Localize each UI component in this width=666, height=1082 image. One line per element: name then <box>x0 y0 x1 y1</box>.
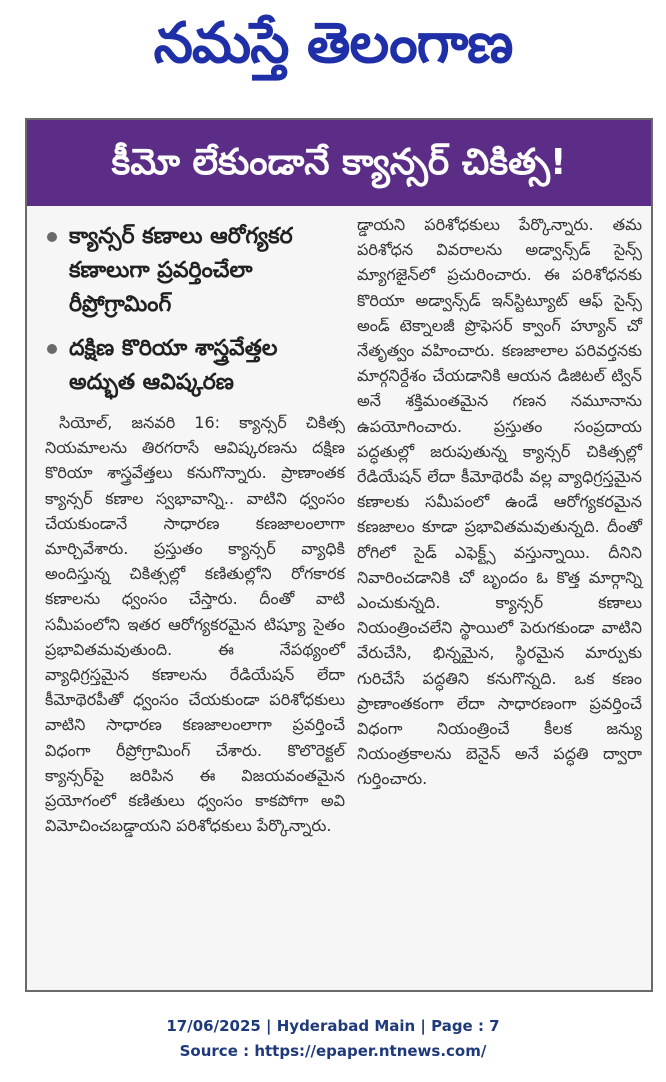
masthead-title: నమస్తే తెలంగాణ <box>153 11 513 76</box>
right-column <box>357 212 642 792</box>
article-body-left: సియోల్, జనవరి 16: క్యాన్సర్ చికిత్స నియమాలను తిరగరాసే ఆవిష్కరణను దక్షిణ కొరియా శాస్త్రవేత్తలు కనుగొన్నారు. ప్రాణాంతక క్యాన్సర్ కణాల స్వభావాన్ని.. వాటిని ధ్వంసం చేయకుండానే సాధారణ కణజాలంలాగా మార్చివేశారు. ప్రస్తుతం క్యాన్సర్ వ్యాధికి అందిస్తున్న చికిత్సల్లో కణితుల్లోని రోగకారక కణాలను ధ్వంసం చేస్తారు. దీంతో వాటి సమీపంలోని ఇతర ఆరోగ్యకరమైన టిష్యూ సైతం ప్రభావితమవుతుంది. ఈ నేపథ్యంలో వ్యాధిగ్రస్తమైన కణాలను రేడియేషన్ లేదా కీమోథెరపీతో ధ్వంసం చేయకుండా పరిశోధకులు వాటిని సాధారణ కణజాలంలాగా ప్రవర్తించే విధంగా రీప్రోగ్రామింగ్ చేశారు. కొలొరెక్టల్ క్యాన్సర్‌పై జరిపిన ఈ విజయవంతమైన ప్రయోగంలో కణితులు ధ్వంసం కాకపోగా అవి విమోచించబడ్డాయని పరిశోధకులు పేర్కొన్నారు. <box>45 413 345 836</box>
newspaper-clipping <box>25 118 653 992</box>
highlights-list <box>45 220 345 400</box>
article-body-right: డ్డాయని పరిశోధకులు పేర్కొన్నారు. తమ పరిశోధన వివరాలను అడ్వాన్స్‌డ్ సైన్స్ మ్యాగజైన్‌లో ప్రచురించారు. ఈ పరిశోధనకు కొరియా అడ్వాన్స్‌డ్ ఇన్‌స్టిట్యూట్ ఆఫ్ సైన్స్ అండ్ టెక్నాలజీ ప్రొఫెసర్ క్వాంగ్ హ్యూన్ చో నేతృత్వం వహించారు. కణజాలాల పరివర్తనకు మార్గనిర్దేశం చేయడానికి ఆయన డిజిటల్ ట్విన్ అనే శక్తిమంతమైన గణన నమూనాను ఉపయోగించారు. ప్రస్తుతం సంప్రదాయ పద్ధతుల్లో జరుపుతున్న క్యాన్సర్ చికిత్సల్లో రేడియేషన్ లేదా కీమోథెరపీ వల్ల వ్యాధిగ్రస్తమైన కణాలకు సమీపంలో ఉండే ఆరోగ్యకరమైన కణజాలం కూడా ప్రభావితమవుతున్నది. దీంతో రోగిలో సైడ్ ఎఫెక్ట్స్ వస్తున్నాయి. దీనిని నివారించడానికి చో బృందం ఓ కొత్త మార్గాన్ని ఎంచుకున్నది. క్యాన్సర్ కణాలు నియంత్రించలేని స్థాయిలో పెరుగకుండా వాటిని వేరుచేసి, భిన్నమైన, స్థిరమైన మార్పుకు గురిచేసే పద్ధతిని కనుగొన్నది. ఒక కణం ప్రాణాంతకంగా లేదా సాధారణంగా ప్రవర్తించే విధంగా నియంత్రించే కీలక జన్యు నియంత్రకాలను బెనైన్ అనే పద్ధతి ద్వారా గుర్తించారు. <box>357 215 642 789</box>
highlight-item <box>45 220 345 322</box>
highlight-text: క్యాన్సర్ కణాలు ఆరోగ్యకర కణాలుగా ప్రవర్తించేలా రీప్రోగ్రామింగ్ <box>69 224 293 317</box>
bullet-dot-icon <box>47 232 57 242</box>
highlight-text: దక్షిణ కొరియా శాస్త్రవేత్తల అద్భుత ఆవిష్కరణ <box>69 336 278 395</box>
edition-info: 17/06/2025 | Hyderabad Main | Page : 7 <box>166 1017 500 1035</box>
article-headline: కీమో లేకుండానే క్యాన్సర్ చికిత్స! <box>111 142 567 183</box>
source-link[interactable]: Source : https://epaper.ntnews.com/ <box>179 1042 487 1060</box>
left-column <box>45 220 345 838</box>
bullet-dot-icon <box>47 344 57 354</box>
highlight-item <box>45 332 345 400</box>
